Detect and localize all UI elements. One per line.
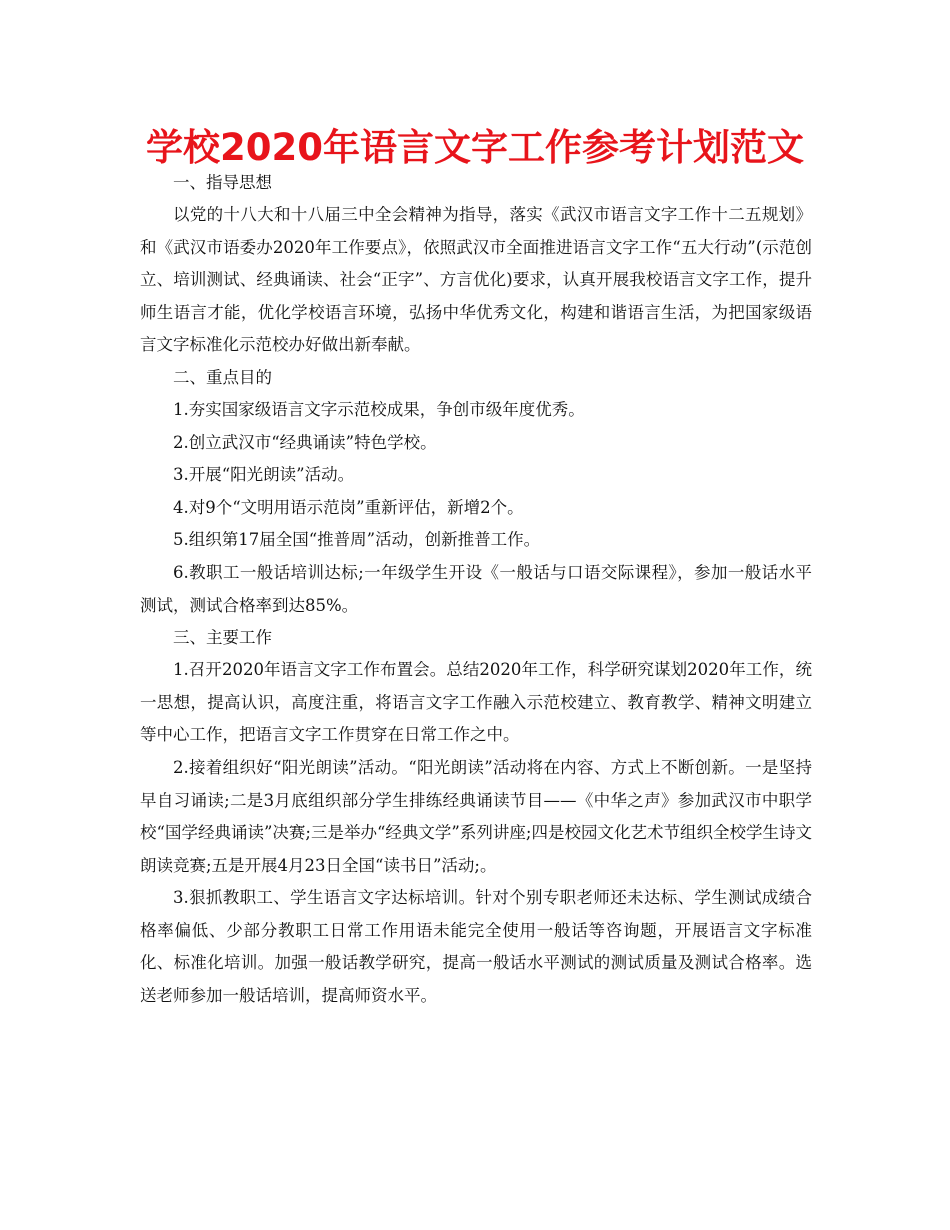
document-body: [140, 167, 812, 1013]
list-item: 4.对9个“文明用语示范岗”重新评估，新增2个。: [173, 497, 524, 517]
list-item: 5.组织第17届全国“推普周”活动，创新推普工作。: [173, 530, 541, 550]
list-item: 1.夯实国家级语言文字示范校成果，争创市级年度优秀。: [173, 399, 585, 419]
list-item: 3.狠抓教职工、学生语言文字达标培训。针对个别专职老师还未达标、学生测试成绩合格率偏低、少部分教职工日常工作用语未能完全使用一般话等咨询题，开展语言文字标准化、标准化培训。加强一般话教学研究，提高一般话水平测试的测试质量及测试合格率。选送老师参加一般话培训，提高师资水平。: [140, 888, 812, 1006]
list-item: 2.创立武汉市“经典诵读”特色学校。: [173, 432, 437, 452]
section-heading-guiding-ideology: 一、指导思想: [173, 173, 272, 192]
list-item: 2.接着组织好“阳光朗读”活动。“阳光朗读”活动将在内容、方式上不断创新。一是坚持早自习诵读;二是3月底组织部分学生排练经典诵读节目——《中华之声》参加武汉市中职学校“国学经典诵读”决赛;三是举办“经典文学”系列讲座;四是校园文化艺术节组织全校学生诗文朗读竞赛;五是开展4月23日全国“读书日”活动;。: [140, 757, 812, 875]
section-heading-main-work: 三、主要工作: [173, 628, 272, 648]
list-item: 1.召开2020年语言文字工作布置会。总结2020年工作，科学研究谋划2020年工作，统一思想，提高认识，高度注重，将语言文字工作融入示范校建立、教育教学、精神文明建立等中心工作，把语言文字工作贯穿在日常工作之中。: [140, 660, 812, 745]
paragraph: 以党的十八大和十八届三中全会精神为指导，落实《武汉市语言文字工作十二五规划》和《武汉市语委办2020年工作要点》，依照武汉市全面推进语言文字工作“五大行动”(示范创立、培训测试、经典诵读、社会“正字”、方言优化)要求，认真开展我校语言文字工作，提升师生语言才能，优化学校语言环境，弘扬中华优秀文化，构建和谐语言生活，为把国家级语言文字标准化示范校办好做出新奉献。: [140, 205, 812, 355]
list-item: 6.教职工一般话培训达标;一年级学生开设《一般话与口语交际课程》，参加一般话水平测试，测试合格率到达85%。: [140, 562, 812, 615]
list-item: 3.开展“阳光朗读”活动。: [173, 465, 355, 485]
section-heading-key-goals: 二、重点目的: [173, 367, 272, 387]
document-title: 学校2020年语言文字工作参考计划范文: [146, 126, 804, 169]
